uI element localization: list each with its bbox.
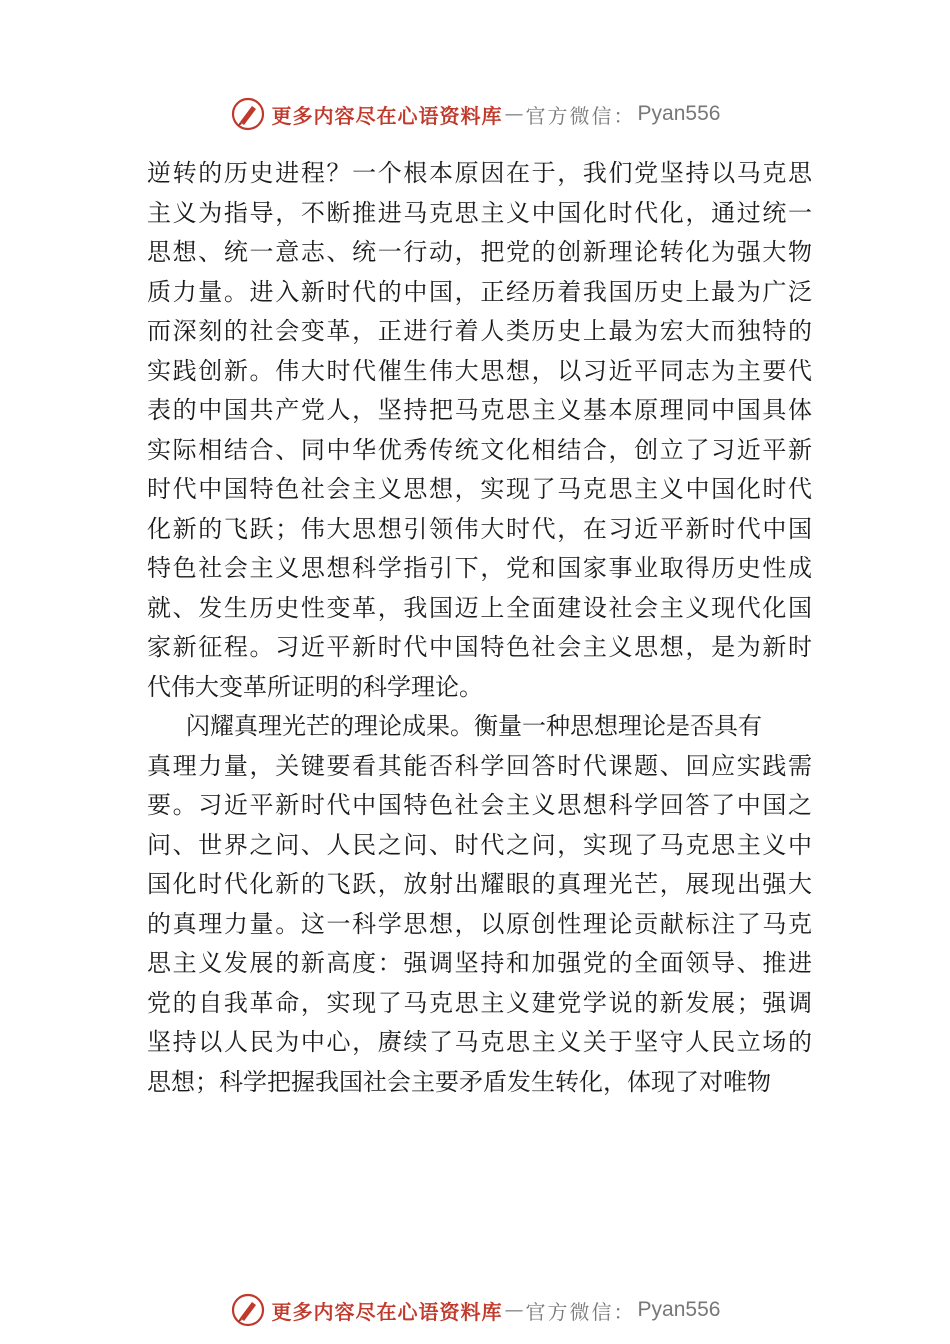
text-line: 家新征程。习近平新时代中国特色社会主义思想，是为新时 <box>147 633 812 661</box>
text-line: 逆转的历史进程？一个根本原因在于，我们党坚持以马克思 <box>147 159 812 187</box>
text-line: 时代中国特色社会主义思想，实现了马克思主义中国化时代 <box>147 475 812 503</box>
text-line: 实践创新。伟大时代催生伟大思想，以习近平同志为主要代 <box>147 356 812 385</box>
banner-separator: — <box>504 1299 524 1321</box>
text-line: 化新的飞跃；伟大思想引领伟大时代，在习近平新时代中国 <box>147 514 812 543</box>
text-line: 思想、统一意志、统一行动，把党的创新理论转化为强大物 <box>147 238 812 266</box>
banner-main-text: 更多内容尽在心语资料库 <box>271 1299 503 1324</box>
text-line: 实际相结合、同中华优秀传统文化相结合，创立了习近平新 <box>147 435 812 464</box>
text-line: 思想；科学把握我国社会主要矛盾发生转化，体现了对唯物 <box>147 1067 771 1096</box>
text-line: 问、世界之问、人民之问、时代之问，实现了马克思主义中 <box>147 830 812 859</box>
text-line: 思主义发展的新高度：强调坚持和加强党的全面领导、推进 <box>147 949 812 977</box>
text-line: 而深刻的社会变革，正进行着人类历史上最为宏大而独特的 <box>147 317 812 345</box>
text-line: 就、发生历史性变革，我国迈上全面建设社会主义现代化国 <box>147 593 812 622</box>
text-line: 真理力量，关键要看其能否科学回答时代课题、回应实践需 <box>147 751 812 780</box>
banner-wechat-label: 官方微信： <box>525 1299 636 1324</box>
text-line: 国化时代化新的飞跃，放射出耀眼的真理光芒，展现出强大 <box>147 870 812 898</box>
paragraph-heading-line: 闪耀真理光芒的理论成果。衡量一种思想理论是否具有 <box>186 712 762 740</box>
footer-banner <box>0 1290 950 1330</box>
text-line: 要。习近平新时代中国特色社会主义思想科学回答了中国之 <box>147 791 812 819</box>
document-body <box>147 154 812 1102</box>
pen-logo-icon <box>230 1292 266 1328</box>
text-line: 特色社会主义思想科学指引下，党和国家事业取得历史性成 <box>147 554 812 582</box>
text-line: 表的中国共产党人，坚持把马克思主义基本原理同中国具体 <box>147 396 812 424</box>
text-line: 党的自我革命，实现了马克思主义建党学说的新发展；强调 <box>147 988 812 1017</box>
banner-wechat-id: Pyan556 <box>637 102 721 125</box>
header-banner <box>0 94 950 134</box>
text-line: 质力量。进入新时代的中国，正经历着我国历史上最为广泛 <box>147 277 812 306</box>
text-line: 主义为指导，不断推进马克思主义中国化时代化，通过统一 <box>147 198 812 227</box>
banner-wechat-id: Pyan556 <box>637 1298 721 1321</box>
text-line: 代伟大变革所证明的科学理论。 <box>147 672 483 701</box>
banner-main-text: 更多内容尽在心语资料库 <box>271 103 503 128</box>
text-line: 坚持以人民为中心，赓续了马克思主义关于坚守人民立场的 <box>147 1028 812 1056</box>
pen-logo-icon <box>230 96 266 132</box>
banner-separator: — <box>504 103 524 125</box>
banner-wechat-label: 官方微信： <box>525 103 636 128</box>
text-line: 的真理力量。这一科学思想，以原创性理论贡献标注了马克 <box>147 909 812 938</box>
